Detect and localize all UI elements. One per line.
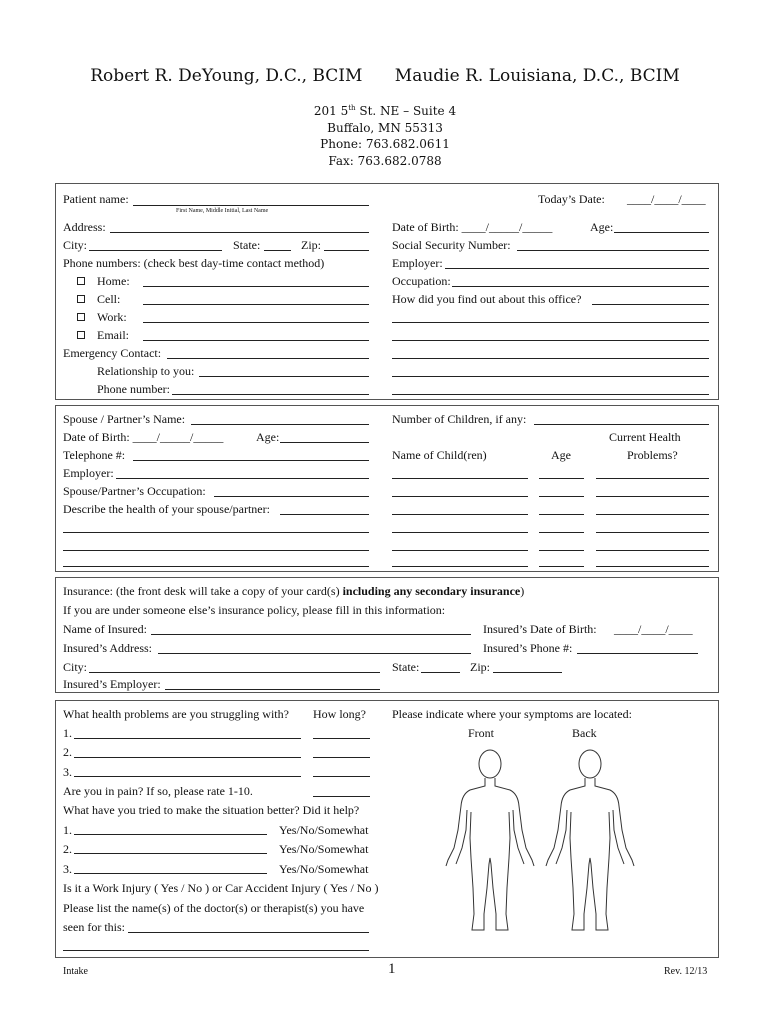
spouse-health-field[interactable] xyxy=(280,514,369,515)
spouse-telephone-field[interactable] xyxy=(133,460,369,461)
body-diagram-front[interactable] xyxy=(440,748,540,938)
problem-1-duration[interactable] xyxy=(313,738,370,739)
insured-state-field[interactable] xyxy=(421,672,460,673)
problem-2-duration[interactable] xyxy=(313,757,370,758)
child-problems-field[interactable] xyxy=(596,566,709,567)
child-problems-field[interactable] xyxy=(596,550,709,551)
insurance-intro-bold: including any secondary insurance xyxy=(342,584,521,598)
insured-dob-label: Insured’s Date of Birth: xyxy=(483,622,597,636)
child-age-field[interactable] xyxy=(539,532,584,533)
todays-date-field[interactable]: ____/____/____ xyxy=(627,192,706,206)
problem-2-field[interactable] xyxy=(74,757,301,758)
problem-3-duration[interactable] xyxy=(313,776,370,777)
dob-field[interactable]: Date of Birth: ____/_____/_____ xyxy=(392,220,553,234)
work-checkbox[interactable] xyxy=(77,313,85,321)
spouse-occupation-label: Spouse/Partner’s Occupation: xyxy=(63,484,206,498)
tried-3-label: 3. xyxy=(63,862,72,876)
todays-date-label: Today’s Date: xyxy=(538,192,605,206)
page-number: 1 xyxy=(388,961,396,977)
insured-state-label: State: xyxy=(392,660,420,674)
tried-1-result[interactable]: Yes/No/Somewhat xyxy=(279,823,369,837)
zip-field[interactable] xyxy=(324,250,369,251)
email-checkbox[interactable] xyxy=(77,331,85,339)
health-question-label: What health problems are you struggling with? xyxy=(63,707,289,721)
problems-header: Problems? xyxy=(627,448,678,462)
front-head xyxy=(479,750,501,778)
back-torso xyxy=(546,778,634,866)
seen-for-field[interactable] xyxy=(128,932,369,933)
back-label: Back xyxy=(572,726,597,740)
spouse-health-line-2[interactable] xyxy=(63,532,369,533)
child-age-field[interactable] xyxy=(539,478,584,479)
home-checkbox[interactable] xyxy=(77,277,85,285)
children-count-label: Number of Children, if any: xyxy=(392,412,527,426)
spouse-health-label: Describe the health of your spouse/partner: xyxy=(63,502,270,516)
cell-phone-field[interactable] xyxy=(143,304,369,305)
city-field[interactable] xyxy=(89,250,222,251)
how-found-field[interactable] xyxy=(592,304,709,305)
child-problems-field[interactable] xyxy=(596,532,709,533)
problem-2-label: 2. xyxy=(63,745,72,759)
spouse-name-label: Spouse / Partner’s Name: xyxy=(63,412,186,426)
body-diagram-back[interactable] xyxy=(540,748,640,938)
tried-3-result[interactable]: Yes/No/Somewhat xyxy=(279,862,369,876)
front-inner-arms xyxy=(456,810,524,864)
child-name-field[interactable] xyxy=(392,550,528,551)
revision-label: Rev. 12/13 xyxy=(664,966,708,977)
spouse-age-label: Age: xyxy=(256,430,280,444)
child-age-field[interactable] xyxy=(539,550,584,551)
spouse-employer-label: Employer: xyxy=(63,466,114,480)
child-age-header: Age xyxy=(551,448,571,462)
child-age-field[interactable] xyxy=(539,514,584,515)
other-policy-text: If you are under someone else’s insurance policy, please fill in this information: xyxy=(63,603,446,617)
pain-rating-label: Are you in pain? If so, please rate 1-10. xyxy=(63,784,253,798)
seen-for-label: seen for this: xyxy=(63,920,125,934)
patient-name-field[interactable] xyxy=(133,205,369,206)
address-street: St. NE – Suite 4 xyxy=(355,104,457,118)
home-label: Home: xyxy=(97,274,130,288)
problem-1-label: 1. xyxy=(63,726,72,740)
relationship-label: Relationship to you: xyxy=(97,364,195,378)
insured-phone-field[interactable] xyxy=(577,653,698,654)
back-legs xyxy=(570,812,610,930)
tried-1-field[interactable] xyxy=(74,834,267,835)
occupation-label: Occupation: xyxy=(392,274,451,288)
front-torso xyxy=(446,778,534,866)
how-found-line-5[interactable] xyxy=(392,376,709,377)
child-name-field[interactable] xyxy=(392,496,528,497)
spouse-dob-field[interactable]: Date of Birth: ____/_____/_____ xyxy=(63,430,224,444)
emergency-phone-label: Phone number: xyxy=(97,382,170,396)
insurance-intro xyxy=(63,584,524,599)
how-found-line-4[interactable] xyxy=(392,358,709,359)
tried-2-result[interactable]: Yes/No/Somewhat xyxy=(279,842,369,856)
address-field[interactable] xyxy=(110,232,369,233)
insured-employer-label: Insured’s Employer: xyxy=(63,677,161,691)
emergency-contact-field[interactable] xyxy=(167,358,369,359)
patient-name-hint: First Name, Middle Initial, Last Name xyxy=(176,208,269,214)
office-fax: Fax: 763.682.0788 xyxy=(328,154,442,168)
email-field[interactable] xyxy=(143,340,369,341)
insured-address-field[interactable] xyxy=(158,653,471,654)
indicate-symptoms-label: Please indicate where your symptoms are located: xyxy=(392,707,632,721)
office-city: Buffalo, MN 55313 xyxy=(327,121,443,135)
how-long-label: How long? xyxy=(313,707,366,721)
insured-city-label: City: xyxy=(63,660,88,674)
current-health-header: Current Health xyxy=(609,430,681,444)
child-name-field[interactable] xyxy=(392,514,528,515)
spouse-telephone-label: Telephone #: xyxy=(63,448,126,462)
state-field[interactable] xyxy=(264,250,291,251)
how-found-label: How did you find out about this office? xyxy=(392,292,582,306)
problem-1-field[interactable] xyxy=(74,738,301,739)
emergency-contact-label: Emergency Contact: xyxy=(63,346,162,360)
cell-label: Cell: xyxy=(97,292,121,306)
child-name-field[interactable] xyxy=(392,566,528,567)
home-phone-field[interactable] xyxy=(143,286,369,287)
injury-type-label: Is it a Work Injury ( Yes / No ) or Car Accident Injury ( Yes / No ) xyxy=(63,881,379,895)
address-number: 201 5 xyxy=(313,104,349,118)
zip-label: Zip: xyxy=(301,238,321,252)
back-inner-arms xyxy=(556,810,624,864)
employer-label: Employer: xyxy=(392,256,443,270)
child-problems-field[interactable] xyxy=(596,514,709,515)
problem-3-field[interactable] xyxy=(74,776,301,777)
child-problems-field[interactable] xyxy=(596,496,709,497)
child-age-field[interactable] xyxy=(539,496,584,497)
doctors-heading: Robert R. DeYoung, D.C., BCIM Maudie R. Louisiana, D.C., BCIM xyxy=(90,66,680,86)
insured-name-label: Name of Insured: xyxy=(63,622,147,636)
insurance-intro-text: Insurance: (the front desk will take a copy of your card(s) xyxy=(63,584,343,598)
pain-rating-field[interactable] xyxy=(313,796,370,797)
work-phone-field[interactable] xyxy=(143,322,369,323)
insured-city-field[interactable] xyxy=(89,672,380,673)
tried-2-field[interactable] xyxy=(74,853,267,854)
child-names-header: Name of Child(ren) xyxy=(392,448,487,462)
phone-numbers-label: Phone numbers: (check best day-time contact method) xyxy=(63,256,325,270)
child-age-field[interactable] xyxy=(539,566,584,567)
ssn-label: Social Security Number: xyxy=(392,238,511,252)
address-label: Address: xyxy=(63,220,106,234)
tried-2-label: 2. xyxy=(63,842,72,856)
footer-form-name: Intake xyxy=(63,966,88,977)
office-phone: Phone: 763.682.0611 xyxy=(320,137,450,151)
work-label: Work: xyxy=(97,310,127,324)
back-head xyxy=(579,750,601,778)
insurance-intro-end: ) xyxy=(520,584,525,598)
city-label: City: xyxy=(63,238,88,252)
employer-field[interactable] xyxy=(445,268,709,269)
spouse-employer-field[interactable] xyxy=(116,478,369,479)
tried-1-label: 1. xyxy=(63,823,72,837)
front-legs xyxy=(470,812,510,930)
child-name-field[interactable] xyxy=(392,478,528,479)
occupation-field[interactable] xyxy=(452,286,709,287)
tried-3-field[interactable] xyxy=(74,873,267,874)
insured-address-label: Insured’s Address: xyxy=(63,641,152,655)
age-field[interactable] xyxy=(614,232,709,233)
problem-3-label: 3. xyxy=(63,765,72,779)
spouse-name-field[interactable] xyxy=(191,424,369,425)
child-problems-field[interactable] xyxy=(596,478,709,479)
seen-for-line-2[interactable] xyxy=(63,950,369,951)
insured-employer-field[interactable] xyxy=(165,689,380,690)
how-found-line-2[interactable] xyxy=(392,322,709,323)
how-found-line-3[interactable] xyxy=(392,340,709,341)
cell-checkbox[interactable] xyxy=(77,295,85,303)
insured-zip-label: Zip: xyxy=(470,660,490,674)
list-doctors-label: Please list the name(s) of the doctor(s) or therapist(s) you have xyxy=(63,901,365,915)
insured-dob-field[interactable]: ____/____/____ xyxy=(614,622,693,636)
state-label: State: xyxy=(233,238,261,252)
ssn-field[interactable] xyxy=(517,250,709,251)
insured-name-field[interactable] xyxy=(151,634,471,635)
how-found-line-6[interactable] xyxy=(392,394,709,395)
front-label: Front xyxy=(468,726,495,740)
emergency-phone-field[interactable] xyxy=(172,394,369,395)
spouse-age-field[interactable] xyxy=(280,442,369,443)
address-suffix: th xyxy=(348,104,356,112)
patient-name-label: Patient name: xyxy=(63,192,129,206)
insured-phone-label: Insured’s Phone #: xyxy=(483,641,573,655)
tried-label: What have you tried to make the situation better? Did it help? xyxy=(63,803,360,817)
relationship-field[interactable] xyxy=(199,376,369,377)
insured-zip-field[interactable] xyxy=(493,672,562,673)
child-name-field[interactable] xyxy=(392,532,528,533)
email-label: Email: xyxy=(97,328,129,342)
spouse-health-line-3[interactable] xyxy=(63,550,369,551)
age-label: Age: xyxy=(590,220,614,234)
spouse-health-line-4[interactable] xyxy=(63,566,369,567)
spouse-occupation-field[interactable] xyxy=(214,496,369,497)
office-address xyxy=(0,104,770,118)
children-count-field[interactable] xyxy=(534,424,709,425)
